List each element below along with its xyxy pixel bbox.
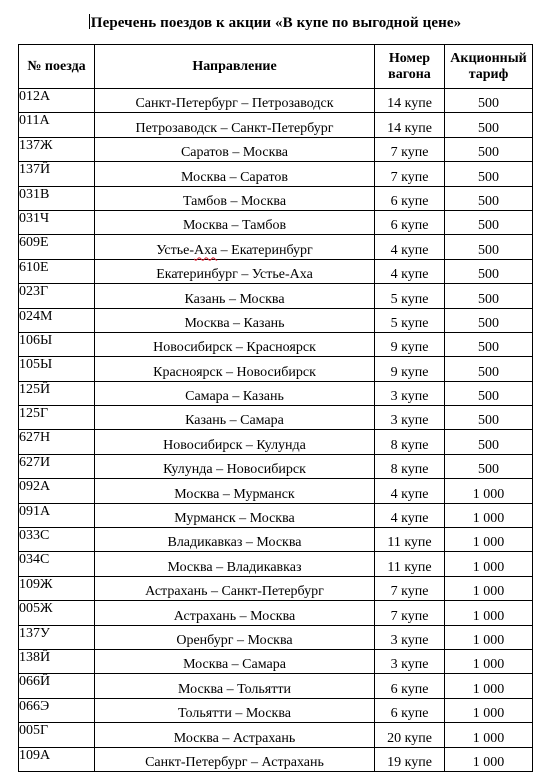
train-number-cell: 066Э <box>19 698 95 722</box>
train-number-cell: 005Г <box>19 723 95 747</box>
promo-fare-cell: 1 000 <box>445 528 533 552</box>
car-number-cell: 8 купе <box>375 454 445 478</box>
promo-fare-cell: 500 <box>445 113 533 137</box>
train-number-cell: 138Й <box>19 649 95 673</box>
table-row <box>19 89 533 113</box>
train-number-cell: 627И <box>19 454 95 478</box>
table-row <box>19 552 533 576</box>
route-cell: Новосибирск – Кулунда <box>95 430 375 454</box>
route-cell: Москва – Мурманск <box>95 479 375 503</box>
train-number-cell: 034С <box>19 552 95 576</box>
table-row <box>19 625 533 649</box>
car-number-cell: 7 купе <box>375 137 445 161</box>
promo-fare-cell: 1 000 <box>445 552 533 576</box>
train-number-cell: 109Ж <box>19 576 95 600</box>
promo-fare-cell: 1 000 <box>445 698 533 722</box>
table-row <box>19 406 533 430</box>
route-cell: Москва – Тамбов <box>95 210 375 234</box>
table-body <box>19 89 533 772</box>
promo-fare-cell: 1 000 <box>445 723 533 747</box>
promo-fare-cell: 1 000 <box>445 625 533 649</box>
table-row <box>19 137 533 161</box>
route-cell: Москва – Самара <box>95 649 375 673</box>
table-row <box>19 649 533 673</box>
car-number-cell: 8 купе <box>375 430 445 454</box>
car-number-cell: 6 купе <box>375 698 445 722</box>
car-number-cell: 4 купе <box>375 479 445 503</box>
train-number-cell: 137Ж <box>19 137 95 161</box>
document-title-text: Перечень поездов к акции «В купе по выгодной цене» <box>90 15 462 31</box>
train-number-cell: 137У <box>19 625 95 649</box>
route-cell: Устье-Аха – Екатеринбург <box>95 235 375 259</box>
route-cell: Красноярск – Новосибирск <box>95 357 375 381</box>
promo-fare-cell: 500 <box>445 284 533 308</box>
table-row <box>19 113 533 137</box>
promo-fare-cell: 1 000 <box>445 747 533 771</box>
car-number-cell: 5 купе <box>375 284 445 308</box>
route-cell: Казань – Самара <box>95 406 375 430</box>
table-row <box>19 430 533 454</box>
route-cell: Тольятти – Москва <box>95 698 375 722</box>
promo-fare-cell: 500 <box>445 308 533 332</box>
promo-fare-cell: 1 000 <box>445 479 533 503</box>
route-cell: Владикавказ – Москва <box>95 528 375 552</box>
promo-fare-cell: 500 <box>445 430 533 454</box>
train-number-cell: 125Г <box>19 406 95 430</box>
promo-fare-cell: 500 <box>445 357 533 381</box>
train-number-cell: 125Й <box>19 381 95 405</box>
route-cell: Казань – Москва <box>95 284 375 308</box>
promo-fare-cell: 500 <box>445 89 533 113</box>
route-cell: Москва – Астрахань <box>95 723 375 747</box>
car-number-cell: 6 купе <box>375 674 445 698</box>
promo-fare-cell: 1 000 <box>445 649 533 673</box>
train-number-cell: 109А <box>19 747 95 771</box>
table-row <box>19 503 533 527</box>
header-route: Направление <box>95 45 375 89</box>
route-cell: Новосибирск – Красноярск <box>95 332 375 356</box>
car-number-cell: 20 купе <box>375 723 445 747</box>
promo-fare-cell: 1 000 <box>445 576 533 600</box>
table-row <box>19 259 533 283</box>
table-row <box>19 186 533 210</box>
car-number-cell: 19 купе <box>375 747 445 771</box>
text-cursor <box>89 14 90 29</box>
train-number-cell: 011А <box>19 113 95 137</box>
table-row <box>19 479 533 503</box>
train-number-cell: 066Й <box>19 674 95 698</box>
car-number-cell: 14 купе <box>375 89 445 113</box>
route-cell: Москва – Саратов <box>95 162 375 186</box>
train-number-cell: 609Е <box>19 235 95 259</box>
car-number-cell: 4 купе <box>375 235 445 259</box>
car-number-cell: 7 купе <box>375 162 445 186</box>
promo-fare-cell: 500 <box>445 332 533 356</box>
car-number-cell: 14 купе <box>375 113 445 137</box>
route-cell: Санкт-Петербург – Астрахань <box>95 747 375 771</box>
table-row <box>19 308 533 332</box>
route-cell: Москва – Владикавказ <box>95 552 375 576</box>
table-row <box>19 381 533 405</box>
train-number-cell: 023Г <box>19 284 95 308</box>
promo-fare-cell: 500 <box>445 186 533 210</box>
train-number-cell: 106Ы <box>19 332 95 356</box>
train-number-cell: 092А <box>19 479 95 503</box>
promo-fare-cell: 500 <box>445 406 533 430</box>
car-number-cell: 7 купе <box>375 601 445 625</box>
route-cell: Москва – Казань <box>95 308 375 332</box>
route-cell: Кулунда – Новосибирск <box>95 454 375 478</box>
table-row <box>19 210 533 234</box>
promo-fare-cell: 1 000 <box>445 674 533 698</box>
route-cell: Тамбов – Москва <box>95 186 375 210</box>
route-cell: Санкт-Петербург – Петрозаводск <box>95 89 375 113</box>
promo-fare-cell: 1 000 <box>445 601 533 625</box>
table-row <box>19 454 533 478</box>
header-car-number: Номер вагона <box>375 45 445 89</box>
route-cell: Астрахань – Москва <box>95 601 375 625</box>
route-cell: Саратов – Москва <box>95 137 375 161</box>
table-row <box>19 235 533 259</box>
train-number-cell: 105Ы <box>19 357 95 381</box>
train-number-cell: 610Е <box>19 259 95 283</box>
train-number-cell: 005Ж <box>19 601 95 625</box>
train-number-cell: 091А <box>19 503 95 527</box>
table-row <box>19 162 533 186</box>
car-number-cell: 6 купе <box>375 210 445 234</box>
promo-fare-cell: 500 <box>445 162 533 186</box>
header-train-number: № поезда <box>19 45 95 89</box>
table-row <box>19 357 533 381</box>
route-cell: Оренбург – Москва <box>95 625 375 649</box>
table-row <box>19 601 533 625</box>
header-promo-fare: Акционный тариф <box>445 45 533 89</box>
table-row <box>19 332 533 356</box>
train-number-cell: 012А <box>19 89 95 113</box>
car-number-cell: 6 купе <box>375 186 445 210</box>
car-number-cell: 3 купе <box>375 381 445 405</box>
car-number-cell: 5 купе <box>375 308 445 332</box>
car-number-cell: 3 купе <box>375 625 445 649</box>
promo-fare-cell: 500 <box>445 235 533 259</box>
table-row <box>19 698 533 722</box>
car-number-cell: 7 купе <box>375 576 445 600</box>
table-row <box>19 284 533 308</box>
train-number-cell: 137Й <box>19 162 95 186</box>
train-number-cell: 031Ч <box>19 210 95 234</box>
route-cell: Москва – Тольятти <box>95 674 375 698</box>
promo-fare-cell: 500 <box>445 454 533 478</box>
promo-fare-cell: 500 <box>445 259 533 283</box>
table-row <box>19 576 533 600</box>
route-cell: Мурманск – Москва <box>95 503 375 527</box>
car-number-cell: 4 купе <box>375 503 445 527</box>
train-number-cell: 627Н <box>19 430 95 454</box>
trains-table <box>18 44 533 772</box>
train-number-cell: 031В <box>19 186 95 210</box>
promo-fare-cell: 1 000 <box>445 503 533 527</box>
document-title <box>0 14 550 32</box>
route-cell: Астрахань – Санкт-Петербург <box>95 576 375 600</box>
car-number-cell: 9 купе <box>375 332 445 356</box>
car-number-cell: 9 купе <box>375 357 445 381</box>
promo-fare-cell: 500 <box>445 381 533 405</box>
route-cell: Екатеринбург – Устье-Аха <box>95 259 375 283</box>
route-cell: Петрозаводск – Санкт-Петербург <box>95 113 375 137</box>
train-number-cell: 033С <box>19 528 95 552</box>
car-number-cell: 4 купе <box>375 259 445 283</box>
car-number-cell: 11 купе <box>375 528 445 552</box>
train-number-cell: 024М <box>19 308 95 332</box>
car-number-cell: 3 купе <box>375 406 445 430</box>
route-cell: Самара – Казань <box>95 381 375 405</box>
table-row <box>19 674 533 698</box>
table-row <box>19 723 533 747</box>
car-number-cell: 11 купе <box>375 552 445 576</box>
promo-fare-cell: 500 <box>445 210 533 234</box>
spellcheck-underline: Аха <box>194 242 218 258</box>
table-row <box>19 528 533 552</box>
car-number-cell: 3 купе <box>375 649 445 673</box>
promo-fare-cell: 500 <box>445 137 533 161</box>
table-header-row <box>19 45 533 89</box>
